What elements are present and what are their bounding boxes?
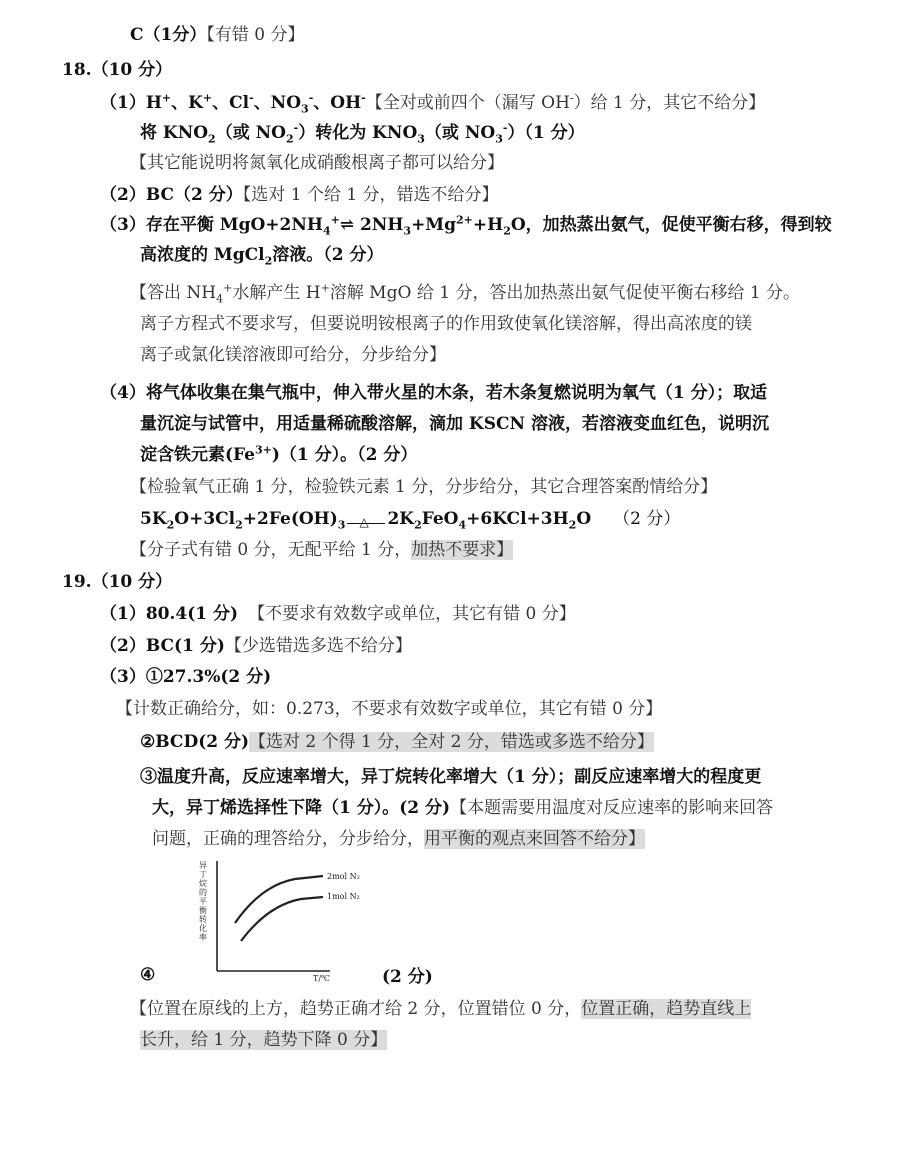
scoring-note: 【分子式有错 0 分，无配平给 1 分，加热不要求】 <box>130 540 514 560</box>
q18-part3-line: （3）存在平衡 $MgO+2NH_4^+\rightleftharpoons$ $2NH_3+Mg^{2+}+H_2O$，加热蒸出氨气，促使平衡右移，得到较 <box>100 213 832 238</box>
highlighted-note: 【选对 2 个得 1 分，全对 2 分，错选或多选不给分】 <box>249 732 654 752</box>
q19-part3-sub4: ④ <box>140 965 156 985</box>
scoring-note: 问题，正确的理答给分，分步给分，用平衡的观点来回答不给分】 <box>152 829 645 849</box>
scoring-note: 【位置在原线的上方，趋势正确才给 2 分，位置错位 0 分，位置正确，趋势直线上 <box>130 999 752 1019</box>
legend-2mol: 2mol N₂ <box>327 872 360 881</box>
conversion-graph <box>195 855 385 985</box>
q19-part3-line: （3）①27.3%(2 分) <box>100 667 272 687</box>
scoring-note: 【计数正确给分，如：0.273，不要求有效数字或单位，其它有错 0 分】 <box>116 699 663 719</box>
scoring-note: 【有错 0 分】 <box>206 25 305 45</box>
q18-part2-line: （2）BC（2 分）【选对 1 个给 1 分，错选不给分】 <box>100 185 499 205</box>
question-19-heading: 19.（10 分） <box>62 572 173 592</box>
y-axis-label: 异丁烷的平衡转化率 <box>198 861 208 942</box>
scoring-note: 【检验氧气正确 1 分，检验铁元素 1 分，分步给分，其它合理答案酌情给分】 <box>130 477 718 497</box>
q18-part1-line2: 将 $KNO_2$（或 $NO_2^-$）转化为 $KNO_3$（或 $NO_3^-)(1$ 分） <box>140 121 585 146</box>
x-axis-label: T/℃ <box>313 974 330 983</box>
answer-line-c <box>130 22 304 48</box>
scoring-note <box>140 1027 387 1053</box>
scoring-note: 【其它能说明将氮氧化成硝酸根离子都可以给分】 <box>130 153 504 173</box>
scoring-note: 【选对 1 个给 1 分，错选不给分】 <box>242 185 499 205</box>
q18-part4-line3: 淀含铁元素$(Fe^{3+})(1$ 分）。（2 分） <box>140 443 418 465</box>
q18-part4-line2: 量沉淀与试管中，用适量稀硫酸溶解，滴加 KSCN 溶液，若溶液变血红色，说明沉 <box>140 414 769 434</box>
heat-arrow-icon: △ <box>345 511 387 529</box>
q18-part4-line: （4）将气体收集在集气瓶中，伸入带火星的木条，若木条复燃说明为氧气（1 分）；取适 <box>100 383 768 403</box>
highlighted-note: 长升，给 1 分，趋势下降 0 分】 <box>140 1030 388 1050</box>
q18-part1-line: （1）H+、K+、Cl-、$NO_3^-$、OH-【全对或前四个（漏写 OH-）给 1 分，其它不给分】 <box>100 91 766 116</box>
q19-part3-sub2: ②BCD(2 分)【选对 2 个得 1 分，全对 2 分，错选或多选不给分】 <box>140 732 654 752</box>
graph-score: (2 分) <box>382 967 433 987</box>
curve-2mol <box>235 876 323 923</box>
q19-part3-sub3: ③温度升高，反应速率增大，异丁烷转化率增大（1 分）；副反应速率增大的程度更 <box>140 767 762 787</box>
scoring-note: 离子方程式不要求写，但要说明铵根离子的作用致使氧化镁溶解，得出高浓度的镁 <box>140 314 752 334</box>
q19-part2-line: （2）BC(1 分)【少选错选多选不给分】 <box>100 636 412 656</box>
scoring-note: 【全对或前四个（漏写 OH-）给 1 分，其它不给分】 <box>365 91 766 113</box>
scoring-note: 【不要求有效数字或单位，其它有错 0 分】 <box>248 604 576 624</box>
q18-part3-line2: 高浓度的 MgCl$_2$溶液。（2 分） <box>140 245 384 268</box>
q19-part1-line: （1）80.4(1 分) 【不要求有效数字或单位，其它有错 0 分】 <box>100 604 576 624</box>
curve-1mol <box>241 897 323 941</box>
chemical-equation: $5K_2O+3Cl_2+2Fe(OH)_3$ △ $2K_2FeO_4+6KCl+3H_2O$ （2 分） <box>140 509 681 532</box>
scoring-note: 【本题需要用温度对反应速率的影响来回答 <box>450 798 774 818</box>
scoring-note: 离子或氯化镁溶液即可给分，分步给分】 <box>140 345 446 365</box>
q19-part3-sub3-line2: 大，异丁烯选择性下降（1 分）。(2 分)【本题需要用温度对反应速率的影响来回答 <box>152 798 774 818</box>
question-18-heading: 18.（10 分） <box>62 60 173 80</box>
scoring-note: 【少选错选多选不给分】 <box>224 636 412 656</box>
highlighted-note: 位置正确，趋势直线上 <box>581 999 752 1019</box>
scoring-note: 【答出 $NH_4^+$水解产生 H+溶解 MgO 给 1 分，答出加热蒸出氨气促使平衡右移给 1 分。 <box>130 281 801 306</box>
legend-1mol: 1mol N₂ <box>327 892 360 901</box>
answer-text: C（1分） <box>130 25 207 45</box>
highlighted-note: 用平衡的观点来回答不给分】 <box>424 829 645 849</box>
highlighted-note: 加热不要求】 <box>411 540 514 560</box>
